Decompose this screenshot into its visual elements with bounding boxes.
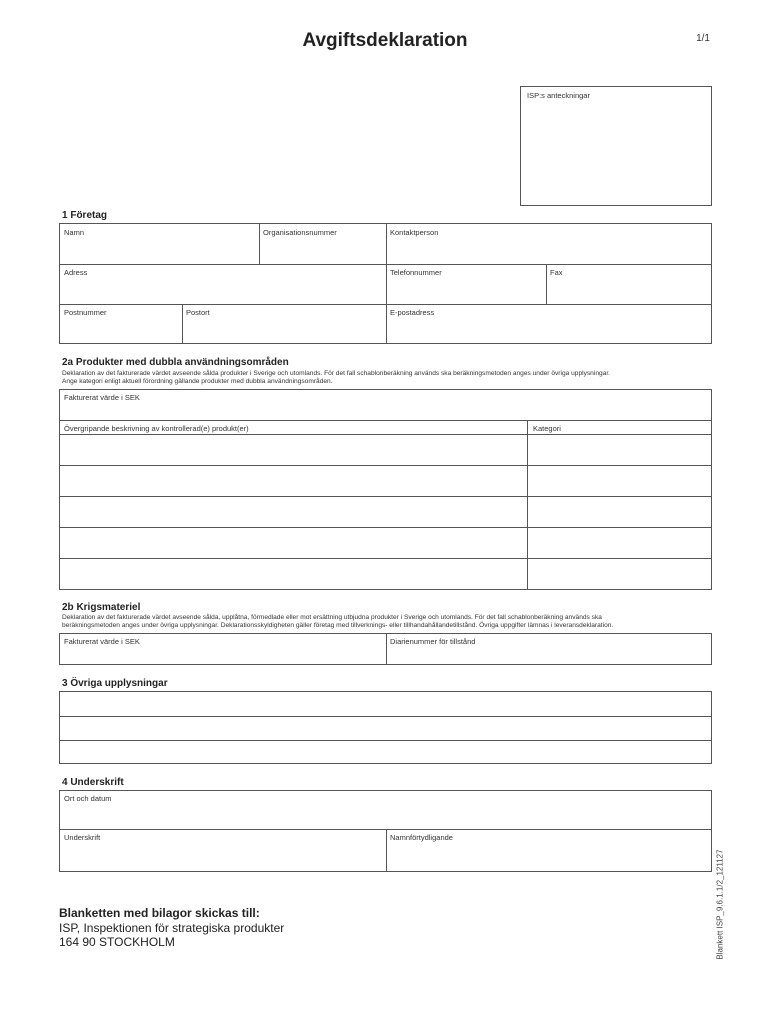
divider bbox=[60, 558, 711, 559]
product-description-field-4[interactable] bbox=[61, 529, 526, 557]
email-label: E-postadress bbox=[390, 308, 435, 317]
section-2b-description-1: Deklaration av det fakturerade värdet avseende sålda, upplåtna, förmedlade eller mot ersättning utbjudna produkter i Sverige och utomlands. För det fall schablonberäkning används ska bbox=[62, 614, 602, 621]
name-clarification-label: Namnförtydligande bbox=[390, 833, 453, 842]
other-info-field-2[interactable] bbox=[61, 717, 710, 739]
page-number: 1/1 bbox=[696, 33, 710, 44]
section-2a-description-1: Deklaration av det fakturerade värdet avseende sålda produkter i Sverige och utomlands. För det fall schablonberäkning används ska beräkningsmetoden anges under övriga upplysningar. bbox=[62, 370, 610, 377]
postal-town-label: Postort bbox=[186, 308, 210, 317]
divider bbox=[527, 420, 528, 590]
send-to-address: 164 90 STOCKHOLM bbox=[59, 935, 175, 949]
org-number-field[interactable] bbox=[260, 238, 385, 263]
product-description-field-3[interactable] bbox=[61, 498, 526, 526]
license-number-label: Diarienummer för tillstånd bbox=[390, 637, 476, 646]
section-2b-heading: 2b Krigsmateriel bbox=[62, 602, 141, 613]
category-field-1[interactable] bbox=[529, 436, 710, 464]
isp-notes-label: ISP:s anteckningar bbox=[527, 91, 590, 100]
product-description-label: Övergripande beskrivning av kontrollerad(e) produkt(er) bbox=[64, 424, 249, 433]
invoiced-value-field[interactable] bbox=[61, 403, 710, 419]
category-field-5[interactable] bbox=[529, 560, 710, 589]
other-info-field-1[interactable] bbox=[61, 693, 710, 715]
invoiced-value-label: Fakturerat värde i SEK bbox=[64, 393, 140, 402]
divider bbox=[60, 420, 711, 421]
category-field-3[interactable] bbox=[529, 498, 710, 526]
address-label: Adress bbox=[64, 268, 88, 277]
war-material-invoiced-value-label: Fakturerat värde i SEK bbox=[64, 637, 140, 646]
place-date-field[interactable] bbox=[61, 804, 710, 828]
section-4-heading: 4 Underskrift bbox=[62, 777, 124, 788]
name-label: Namn bbox=[64, 228, 85, 237]
other-info-table bbox=[59, 691, 712, 764]
isp-notes-box[interactable] bbox=[520, 86, 712, 206]
product-description-field-2[interactable] bbox=[61, 467, 526, 495]
section-3-heading: 3 Övriga upplysningar bbox=[62, 678, 168, 689]
name-clarification-field[interactable] bbox=[387, 843, 710, 871]
postal-town-field[interactable] bbox=[183, 318, 385, 343]
company-table bbox=[59, 223, 712, 344]
license-number-field[interactable] bbox=[387, 647, 710, 664]
phone-label: Telefonnummer bbox=[390, 268, 442, 277]
org-number-label: Organisationsnummer bbox=[263, 228, 337, 237]
contact-person-field[interactable] bbox=[387, 238, 710, 263]
section-2a-description-2: Ange kategori enligt aktuell förordning gällande produkter med dubbla användningsområden. bbox=[62, 378, 333, 385]
signature-label: Underskrift bbox=[64, 833, 101, 842]
fax-field[interactable] bbox=[547, 278, 710, 303]
signature-table bbox=[59, 790, 712, 872]
category-label: Kategori bbox=[533, 424, 561, 433]
war-material-table bbox=[59, 633, 712, 665]
divider bbox=[60, 434, 711, 435]
divider bbox=[60, 527, 711, 528]
category-field-4[interactable] bbox=[529, 529, 710, 557]
section-2a-heading: 2a Produkter med dubbla användningsområden bbox=[62, 357, 289, 368]
phone-field[interactable] bbox=[387, 278, 545, 303]
email-field[interactable] bbox=[387, 318, 710, 343]
product-description-field-5[interactable] bbox=[61, 560, 526, 589]
form-identifier: Blankett ISP_9.6.1.1/2_121127 bbox=[715, 849, 725, 960]
postal-code-label: Postnummer bbox=[64, 308, 107, 317]
page-title: Avgiftsdeklaration bbox=[302, 30, 468, 51]
other-info-field-3[interactable] bbox=[61, 741, 710, 763]
contact-person-label: Kontaktperson bbox=[390, 228, 439, 237]
address-field[interactable] bbox=[61, 278, 385, 303]
product-description-field-1[interactable] bbox=[61, 436, 526, 464]
send-to-heading: Blanketten med bilagor skickas till: bbox=[59, 906, 260, 920]
postal-code-field[interactable] bbox=[61, 318, 181, 343]
section-2b-description-2: beräkningsmetoden anges under övriga upplysningar. Deklarationsskyldigheten gäller företag med tillverknings- eller tillhandahållandetillstånd. Övriga uppgifter lämnas i leveransdeklaration. bbox=[62, 622, 614, 629]
divider bbox=[60, 496, 711, 497]
divider bbox=[60, 465, 711, 466]
send-to-organization: ISP, Inspektionen för strategiska produkter bbox=[59, 921, 285, 935]
category-field-2[interactable] bbox=[529, 467, 710, 495]
signature-field[interactable] bbox=[61, 843, 385, 871]
dual-use-table bbox=[59, 389, 712, 590]
war-material-invoiced-value-field[interactable] bbox=[61, 647, 385, 664]
section-1-heading: 1 Företag bbox=[62, 210, 108, 221]
name-field[interactable] bbox=[61, 238, 258, 263]
place-date-label: Ort och datum bbox=[64, 794, 112, 803]
fax-label: Fax bbox=[550, 268, 563, 277]
